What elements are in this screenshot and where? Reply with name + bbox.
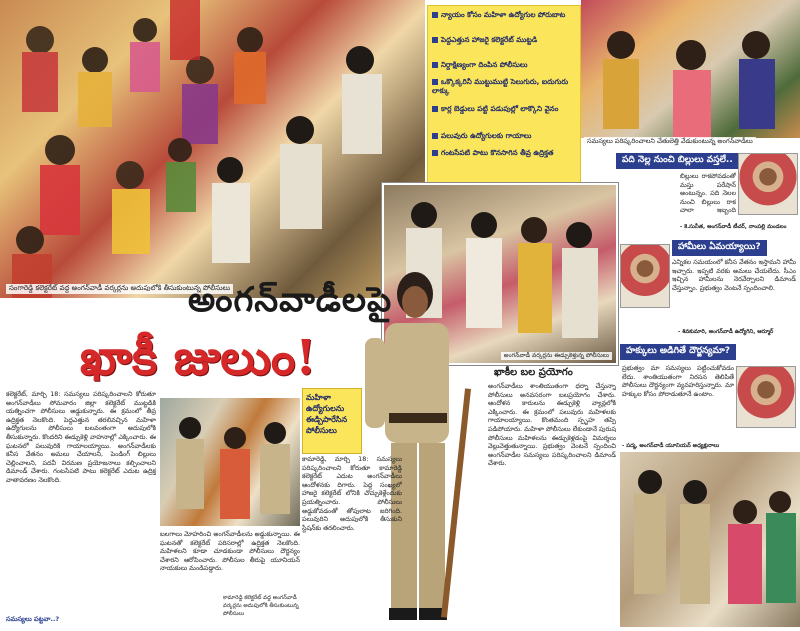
bullet-item: కార్ల బెడ్డులు పట్టి పడుపుల్లో లాక్కొని వైనం xyxy=(432,104,578,113)
main-protest-photo xyxy=(0,0,425,298)
side-section-title: హక్కులు అడిగితే దౌర్జన్యమా? xyxy=(620,344,736,360)
bullet-square-icon xyxy=(432,150,438,156)
side-section-byline: - శివకుమారి, అంగన్‌వాడీ ఉద్యోగిని, ఆర్మూర్ xyxy=(678,329,774,335)
side-section-byline: - పద్మ, అంగన్‌వాడీ యూనియన్ అధ్యక్షురాలు xyxy=(622,443,720,449)
bullet-square-icon xyxy=(432,37,438,43)
bullet-item: గంటసేపటి పాటు కొనసాగిన తీవ్ర ఉద్రిక్తత xyxy=(432,148,578,157)
middle-photo-caption: అంగన్‌వాడీ వర్కర్లను ఈడ్చుకెళ్తున్న పోలీసులు xyxy=(501,352,612,360)
headline-line1: అంగన్‌వాడీలపై xyxy=(188,280,393,320)
bullet-item: పెద్దఎత్తున హాజరై కలెక్టరేట్ ముట్టడి xyxy=(432,35,578,44)
callout-box xyxy=(302,388,362,454)
headline-line2: ఖాకీ జులుం! xyxy=(80,330,317,386)
bullet-square-icon xyxy=(432,12,438,18)
kamareddy-photo xyxy=(160,398,300,526)
bullet-item: ఒక్కొక్కరినీ ముట్టుముట్టి సెలుగురు, ఐదుగురు లాక్కు xyxy=(432,77,569,95)
avatar xyxy=(620,244,670,308)
bullet-square-icon xyxy=(432,106,438,112)
bullet-item: పలువురు ఉద్యోగులకు గాయాలు xyxy=(432,131,578,140)
footer-tag: సమస్యలు పట్టవా..? xyxy=(6,615,60,623)
bullet-square-icon xyxy=(432,79,438,85)
avatar xyxy=(736,366,796,428)
article-column: కలెక్టరేట్, మార్చి 18: సమస్యలు పరిష్కరించాలని కోరుతూ అంగన్‌వాడీలు సోమవారం జిల్లా కలెక్టరేట్ ముట్టడికి యత్నించగా పోలీసులు అడ్డుకున్నారు. ఈ క్రమంలో తీవ్ర ఉద్రిక్తత నెలకొంది. పెద్దఎత్తున తరలివచ్చిన మహిళా ఉద్యోగులను పోలీసులు బలవంతంగా అదుపులోకి తీసుకున్నారు. కొందరిని ఈడ్చుకెళ్లి వాహనాల్లో ఎక్కించారు. ఈ ఘటనలో పలువురికి గాయాలయ్యాయి. అంగన్‌వాడీలకు కనీస వేతనం అమలు చేయాలని, పెండింగ్ బిల్లులు చెల్లించాలని, పదవీ విరమణ ప్రయోజనాలు కల్పించాలని డిమాండ్ చేశారు. గంటసేపటి పాటు కలెక్టరేట్ ఎదుట ఉద్రిక్త వాతావరణం నెలకొంది. xyxy=(6,390,156,484)
bottom-photo-caption: కామారెడ్డి కలెక్టరేట్ వద్ద అంగన్‌వాడీ వర్కర్లను అదుపులోకి తీసుకుంటున్న పోలీసులు xyxy=(223,595,299,617)
side-section-text: ప్రభుత్వం మా సమస్యలు పట్టించుకోవడం లేదు. శాంతియుతంగా నిరసన తెలిపితే పోలీసులు దౌర్జన్యంగా వ్యవహరిస్తున్నారు. మా హక్కుల కోసం పోరాడుతూనే ఉంటాం. xyxy=(622,364,734,398)
highlights-box xyxy=(427,5,581,183)
avatar xyxy=(738,153,798,215)
bullet-square-icon xyxy=(432,62,438,68)
main-photo-caption: సంగారెడ్డి కలెక్టరేట్ వద్ద అంగన్‌వాడీ వర్కర్లను అదుపులోకి తీసుకుంటున్న పోలీసులు xyxy=(6,284,233,294)
article-column: కామారెడ్డి, మార్చి 18: సమస్యలు పరిష్కరించాలని కోరుతూ కామారెడ్డి కలెక్టరేట్ ఎదుట అంగన్‌వాడీలు ఆందోళనకు దిగారు. పెద్ద సంఖ్యలో హాజరై కలెక్టరేట్ లోనికి చొచ్చుకెళ్లేందుకు ప్రయత్నించారు. పోలీసులు అడ్డుకోవడంతో తోపులాట జరిగింది. పలువురిని అదుపులోకి తీసుకుని స్టేషన్‌కు తరలించారు. xyxy=(302,455,402,532)
policewoman-figure xyxy=(345,268,485,627)
side-section-byline: - కె.సునీత, అంగన్‌వాడీ టీచర్, నాంపల్లి మండలం xyxy=(680,224,787,230)
subhead: ఖాకీల బల ప్రయోగం xyxy=(494,367,573,378)
article-column: బలగాలు మోహరించి అంగన్‌వాడీలను అడ్డుకున్నాయి. ఈ ఘటనతో కలెక్టరేట్ పరిసరాల్లో ఉద్రిక్తత నెలకొంది. మహిళలని కూడా చూడకుండా పోలీసులు దౌర్జన్యం చేశారని ఆరోపించారు. పోలీసుల తీరుపై యూనియన్ నాయకులు మండిపడ్డారు. xyxy=(160,530,300,573)
bullet-item: న్యాయం కోసం మహిళా ఉద్యోగుల పోరుబాట xyxy=(432,10,578,19)
article-column: అంగన్‌వాడీలు శాంతియుతంగా ధర్నా చేస్తున్నా పోలీసులు అనవసరంగా బలప్రయోగం చేశారు. ఆందోళన కారులను ఈడ్చుకెళ్లి వ్యాన్లలోకి ఎక్కించారు. ఈ క్రమంలో పలువురు మహిళలకు గాయాలయ్యాయి. కొంతమంది స్పృహ తప్పి పడిపోయారు. మహిళా పోలీసులు లేకుండానే పురుష పోలీసులు మహిళలను ఈడ్చుకెళ్లడంపై విమర్శలు వెల్లువెత్తుతున్నాయి. ప్రభుత్వం వెంటనే స్పందించి అంగన్‌వాడీల సమస్యలు పరిష్కరించాలని డిమాండ్ చేశారు. xyxy=(488,382,616,468)
side-section-text: బిల్లులు రాకపోవడంతో మస్తు పరేషాన్ అంటున్నం. పది నెలల నుంచి బిల్లులు రాక చాలా ఇబ్బంది xyxy=(680,172,736,215)
side-section-title: పది నెల్ల నుంచి బిల్లులు వస్తలే.. xyxy=(616,153,739,169)
top-right-photo xyxy=(581,0,800,138)
side-section-title: హామీలు ఏమయ్యాయి? xyxy=(672,240,767,256)
bullet-square-icon xyxy=(432,133,438,139)
top-right-photo-caption: సమస్యలు పరిష్కరించాలని చేతులెత్తి వేడుకుంటున్న అంగన్‌వాడీలు xyxy=(584,137,756,147)
callout-text: మహిళా ఉద్యోగులను ఈడ్చిపారేసిన పోలీసులు xyxy=(306,393,348,435)
bullet-item: నిర్దాక్షిణ్యంగా దింపిన పోలీసులు xyxy=(432,60,578,69)
bottom-right-photo xyxy=(620,452,800,627)
side-section-text: ఎన్నికల సమయంలో కనీస వేతనం ఇస్తామని హామీ ఇచ్చారు. ఇప్పటి వరకు అమలు చేయలేదు. సీఎం ఇచ్చిన హామీలను నెరవేర్చాలని డిమాండ్ చేస్తున్నాం. ప్రభుత్వం వెంటనే స్పందించాలి. xyxy=(672,258,796,292)
